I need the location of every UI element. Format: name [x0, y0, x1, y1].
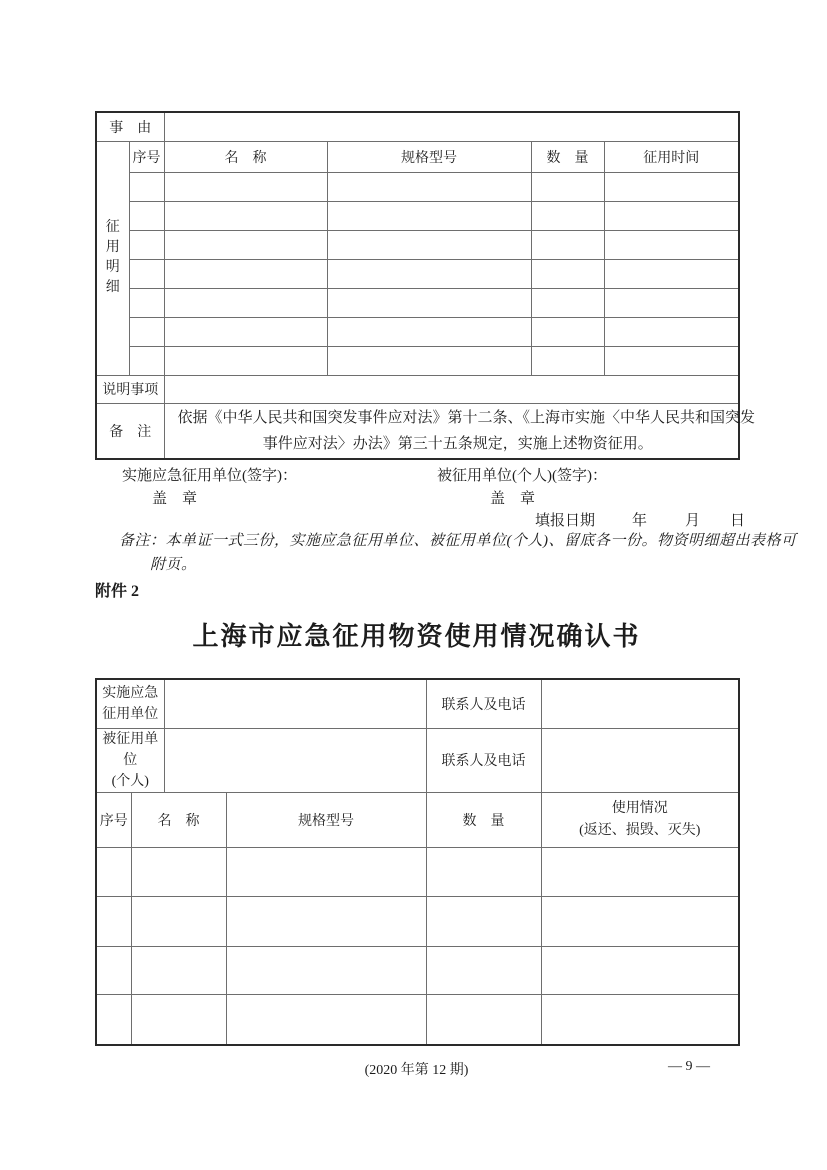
empty-cell	[541, 847, 739, 896]
detail-header-row	[96, 141, 739, 172]
requisition-table	[95, 111, 756, 460]
empty-cell	[96, 847, 131, 896]
requisitioned-unit-value-cell	[164, 728, 426, 792]
header-usage-line1: 使用情况	[611, 800, 668, 816]
contact-value-cell-1	[541, 679, 739, 728]
header-time: 征用时间	[604, 141, 739, 172]
implementing-unit-value-cell	[164, 679, 426, 728]
empty-cell	[531, 317, 604, 346]
empty-cell	[131, 896, 226, 946]
contact-label-1: 联系人及电话	[426, 679, 541, 728]
empty-cell	[531, 201, 604, 230]
notes-label: 说明事项	[96, 375, 164, 403]
empty-cell	[96, 896, 131, 946]
detail-row	[96, 288, 739, 317]
footer-issue: (2020 年第 12 期)	[364, 1063, 469, 1078]
detail-char-1: 征	[105, 220, 120, 235]
remark-text-cell	[164, 403, 756, 459]
empty-cell	[131, 994, 226, 1045]
empty-cell	[129, 317, 164, 346]
header-qty: 数 量	[531, 141, 604, 172]
remark-line-1: 依据《中华人民共和国突发事件应对法》第十二条、《上海市实施〈中华人民共和国突发	[177, 409, 756, 426]
header-no: 序号	[96, 792, 131, 847]
detail-char-4: 细	[105, 280, 120, 295]
notes-value-cell	[164, 375, 739, 403]
empty-cell	[426, 847, 541, 896]
empty-cell	[531, 346, 604, 375]
left-seal-label: 盖 章	[152, 491, 198, 507]
empty-cell	[541, 946, 739, 994]
detail-char-2: 用	[105, 240, 120, 255]
empty-cell	[226, 896, 426, 946]
empty-cell	[164, 346, 327, 375]
empty-cell	[531, 288, 604, 317]
empty-cell	[531, 230, 604, 259]
date-day-label: 日	[730, 513, 746, 529]
reason-row	[96, 112, 739, 141]
header-name: 名 称	[131, 792, 226, 847]
implementing-unit-label	[96, 679, 164, 728]
empty-cell	[164, 201, 327, 230]
empty-cell	[164, 288, 327, 317]
usage-row	[96, 994, 739, 1045]
date-month-label: 月	[685, 513, 701, 529]
detail-row	[96, 172, 739, 201]
empty-cell	[129, 288, 164, 317]
date-year-label: 年	[632, 513, 648, 529]
empty-cell	[129, 172, 164, 201]
header-qty: 数 量	[426, 792, 541, 847]
detail-row	[96, 317, 739, 346]
empty-cell	[129, 201, 164, 230]
usage-row	[96, 896, 739, 946]
empty-cell	[96, 994, 131, 1045]
header-name: 名 称	[164, 141, 327, 172]
fill-date-label: 填报日期	[535, 513, 596, 529]
remark-label: 备 注	[96, 403, 164, 459]
empty-cell	[131, 946, 226, 994]
empty-cell	[96, 946, 131, 994]
empty-cell	[129, 346, 164, 375]
header-no: 序号	[129, 141, 164, 172]
empty-cell	[327, 259, 531, 288]
notes-row	[96, 375, 739, 403]
empty-cell	[604, 230, 739, 259]
header-spec: 规格型号	[226, 792, 426, 847]
implementing-unit-row	[96, 679, 739, 728]
empty-cell	[327, 201, 531, 230]
empty-cell	[604, 288, 739, 317]
requisitioned-unit-label-line2: (个人)	[111, 773, 149, 789]
empty-cell	[129, 259, 164, 288]
empty-cell	[164, 259, 327, 288]
header-usage-line2: (返还、损毁、灭失)	[579, 822, 701, 838]
reason-label: 事 由	[96, 112, 164, 141]
attachment-2-label: 附件 2	[95, 583, 140, 600]
empty-cell	[164, 317, 327, 346]
usage-header-row	[96, 792, 739, 847]
empty-cell	[541, 896, 739, 946]
form-note-line-2: 附页。	[150, 557, 197, 573]
empty-cell	[327, 317, 531, 346]
empty-cell	[226, 946, 426, 994]
empty-cell	[327, 230, 531, 259]
implementing-unit-signature-label: 实施应急征用单位(签字)：	[122, 468, 297, 484]
empty-cell	[226, 994, 426, 1045]
usage-row	[96, 946, 739, 994]
empty-cell	[426, 896, 541, 946]
empty-cell	[327, 346, 531, 375]
header-spec: 规格型号	[327, 141, 531, 172]
empty-cell	[604, 346, 739, 375]
detail-row	[96, 201, 739, 230]
detail-vertical-label	[96, 141, 129, 375]
empty-cell	[426, 994, 541, 1045]
reason-value-cell	[164, 112, 739, 141]
detail-char-3: 明	[105, 260, 120, 275]
empty-cell	[541, 994, 739, 1045]
empty-cell	[327, 172, 531, 201]
contact-value-cell-2	[541, 728, 739, 792]
header-usage	[541, 792, 739, 847]
empty-cell	[604, 317, 739, 346]
form-note-line-1: 备注：本单证一式三份，实施应急征用单位、被征用单位(个人)、留底各一份。物资明细超出表格可	[119, 533, 797, 549]
usage-row	[96, 847, 739, 896]
usage-confirmation-table	[95, 678, 740, 1046]
requisitioned-unit-label	[96, 728, 164, 792]
empty-cell	[226, 847, 426, 896]
empty-cell	[426, 946, 541, 994]
empty-cell	[604, 259, 739, 288]
implementing-unit-label-line1: 实施应急	[102, 685, 159, 701]
remark-row	[96, 403, 739, 459]
confirmation-title: 上海市应急征用物资使用情况确认书	[192, 622, 641, 651]
footer-page-number: — 9 —	[668, 1059, 710, 1074]
contact-label-2: 联系人及电话	[426, 728, 541, 792]
empty-cell	[129, 230, 164, 259]
empty-cell	[604, 201, 739, 230]
empty-cell	[164, 230, 327, 259]
empty-cell	[531, 172, 604, 201]
detail-row	[96, 259, 739, 288]
requisitioned-unit-signature-label: 被征用单位(个人)(签字)：	[437, 468, 607, 484]
empty-cell	[327, 288, 531, 317]
empty-cell	[164, 172, 327, 201]
implementing-unit-label-line2: 征用单位	[102, 706, 159, 722]
detail-row	[96, 230, 739, 259]
detail-row	[96, 346, 739, 375]
empty-cell	[604, 172, 739, 201]
right-seal-label: 盖 章	[490, 491, 536, 507]
empty-cell	[531, 259, 604, 288]
requisitioned-unit-row	[96, 728, 739, 792]
requisitioned-unit-label-line1: 被征用单位	[102, 731, 159, 768]
empty-cell	[131, 847, 226, 896]
remark-line-2: 事件应对法〉办法》第三十五条规定，实施上述物资征用。	[262, 435, 653, 452]
